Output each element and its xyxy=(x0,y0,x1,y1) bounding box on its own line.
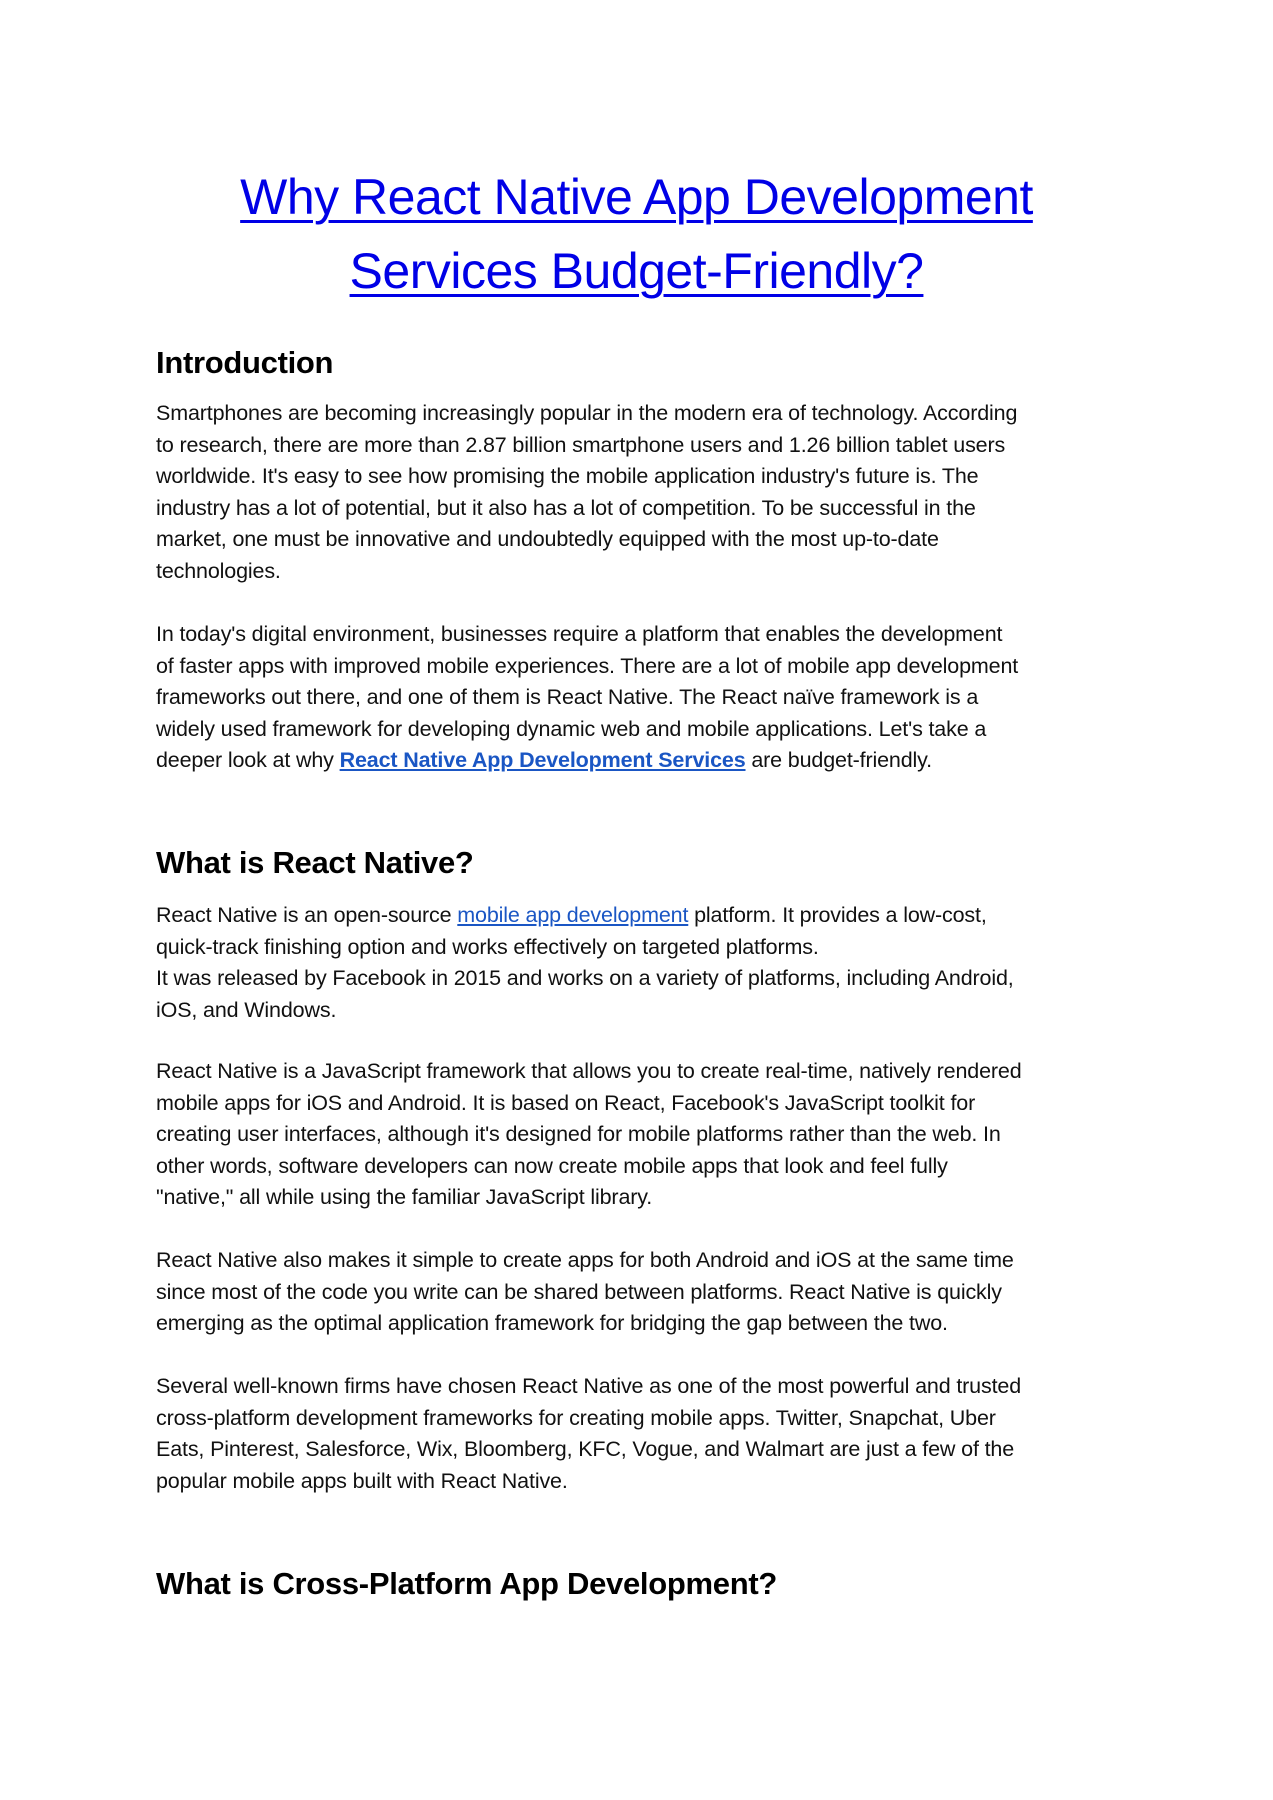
document-title xyxy=(0,160,1273,308)
heading-introduction: Introduction xyxy=(156,345,334,380)
heading-what-is-react-native: What is React Native? xyxy=(156,845,474,880)
text-line: worldwide. It's easy to see how promising the mobile application industry's future is. The xyxy=(156,464,979,488)
text-line: since most of the code you write can be shared between platforms. React Native is quickly xyxy=(156,1279,1002,1304)
text-line: Smartphones are becoming increasingly popular in the modern era of technology. According xyxy=(156,401,1018,425)
text-line: iOS, and Windows. xyxy=(156,997,337,1022)
title-link[interactable] xyxy=(0,160,1273,234)
text-line: popular mobile apps built with React Native. xyxy=(156,1468,568,1493)
text-line: In today's digital environment, businesses require a platform that enables the development xyxy=(156,622,1003,646)
react-native-services-link[interactable]: React Native App Development Services xyxy=(339,748,746,772)
text-line: quick-track finishing option and works effectively on targeted platforms. xyxy=(156,934,819,959)
text-line: Several well-known firms have chosen React Native as one of the most powerful and trusted xyxy=(156,1374,1022,1398)
text-line: to research, there are more than 2.87 billion smartphone users and 1.26 billion tablet users xyxy=(156,432,1006,457)
text-line: cross-platform development frameworks for creating mobile apps. Twitter, Snapchat, Uber xyxy=(156,1405,996,1430)
text-fragment: deeper look at why xyxy=(156,748,340,772)
react-native-paragraph-1 xyxy=(156,900,1146,1026)
intro-paragraph-1 xyxy=(156,398,1146,587)
react-native-paragraph-3 xyxy=(156,1245,1146,1340)
text-line: other words, software developers can now create mobile apps that look and feel fully xyxy=(156,1153,948,1178)
text-fragment: are budget-friendly. xyxy=(745,748,932,772)
text-line xyxy=(156,900,1146,932)
text-line: React Native is a JavaScript framework that allows you to create real-time, natively rendered xyxy=(156,1059,1022,1083)
text-fragment: platform. It provides a low-cost, xyxy=(688,903,987,927)
heading-cross-platform: What is Cross-Platform App Development? xyxy=(156,1566,778,1601)
text-line xyxy=(156,745,1146,777)
text-line: of faster apps with improved mobile experiences. There are a lot of mobile app development xyxy=(156,653,1019,678)
react-native-paragraph-4 xyxy=(156,1371,1146,1497)
text-line: creating user interfaces, although it's designed for mobile platforms rather than the web. In xyxy=(156,1122,1001,1146)
title-link[interactable] xyxy=(0,234,1273,308)
text-line: React Native also makes it simple to create apps for both Android and iOS at the same time xyxy=(156,1248,1014,1272)
text-fragment: React Native is an open-source xyxy=(156,903,458,927)
text-line: widely used framework for developing dynamic web and mobile applications. Let's take a xyxy=(156,716,987,741)
mobile-app-development-link[interactable]: mobile app development xyxy=(457,903,689,927)
text-line: industry has a lot of potential, but it also has a lot of competition. To be successful in the xyxy=(156,495,976,520)
text-line: "native," all while using the familiar JavaScript library. xyxy=(156,1185,653,1209)
text-line: It was released by Facebook in 2015 and works on a variety of platforms, including Android, xyxy=(156,966,1014,990)
title-line: Why React Native App Development xyxy=(240,169,1033,225)
intro-paragraph-2 xyxy=(156,619,1146,777)
text-line: Eats, Pinterest, Salesforce, Wix, Bloomberg, KFC, Vogue, and Walmart are just a few of the xyxy=(156,1437,1015,1461)
react-native-paragraph-2 xyxy=(156,1056,1146,1214)
text-line: emerging as the optimal application framework for bridging the gap between the two. xyxy=(156,1311,948,1335)
text-line: market, one must be innovative and undoubtedly equipped with the most up-to-date xyxy=(156,527,939,551)
text-line: technologies. xyxy=(156,558,281,583)
title-line: Services Budget-Friendly? xyxy=(349,243,924,299)
text-line: mobile apps for iOS and Android. It is based on React, Facebook's JavaScript toolkit for xyxy=(156,1090,976,1115)
text-line: frameworks out there, and one of them is React Native. The React naïve framework is a xyxy=(156,685,979,709)
